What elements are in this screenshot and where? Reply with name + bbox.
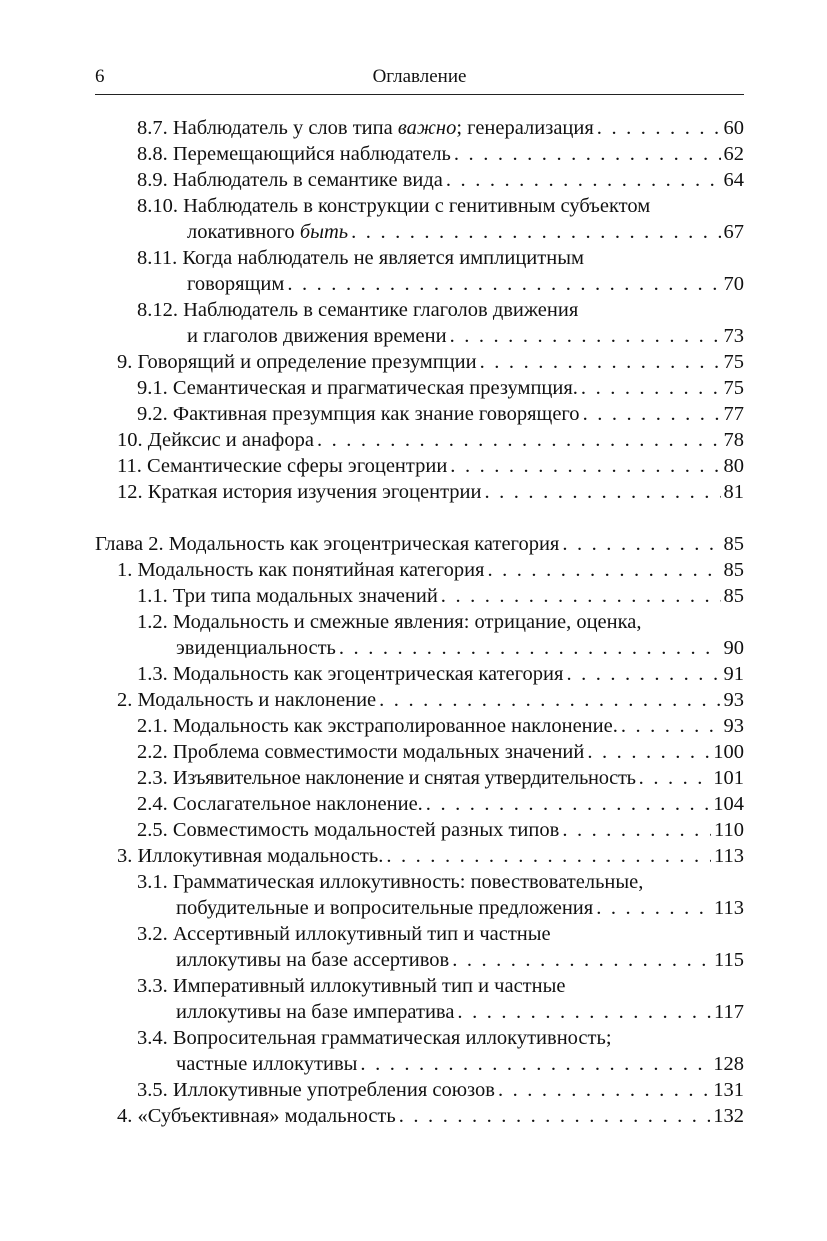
toc-entry-3-4-cont[interactable]: частные иллокутивы . . . 128 xyxy=(176,1051,744,1077)
leader-dots xyxy=(457,999,711,1025)
leader-dots xyxy=(587,739,710,765)
page-ref: 85 xyxy=(723,559,744,581)
leader-dots xyxy=(360,1051,710,1077)
page-ref: 132 xyxy=(713,1105,744,1127)
toc-entry-2-3[interactable]: 2.3. Изъявительное наклонение и снятая утвердительность . . . 101 xyxy=(137,765,744,791)
toc-entry-8-11[interactable]: 8.11. Когда наблюдатель не является имплицитным xyxy=(137,247,584,269)
toc-entry-3[interactable]: 3. Иллокутивная модальность. . . . 113 xyxy=(117,843,744,869)
page-ref: 73 xyxy=(723,325,744,347)
leader-dots xyxy=(487,557,720,583)
toc-entry-1[interactable]: 1. Модальность как понятийная категория . . . 85 xyxy=(117,557,744,583)
leader-dots xyxy=(597,115,721,141)
toc-entry-9-2[interactable]: 9.2. Фактивная презумпция как знание говорящего . . . 77 xyxy=(137,401,744,427)
toc-entry-8-12-cont[interactable]: и глаголов движения времени . . . 73 xyxy=(187,323,744,349)
toc-entry-4[interactable]: 4. «Субъективная» модальность . . . 132 xyxy=(117,1103,744,1129)
leader-dots xyxy=(621,713,721,739)
page-ref: 60 xyxy=(723,117,744,139)
toc-entry-1-2-cont[interactable]: эвиденциальность . . . 90 xyxy=(176,635,744,661)
leader-dots xyxy=(562,531,720,557)
page-ref: 100 xyxy=(713,741,744,763)
leader-dots xyxy=(484,479,720,505)
leader-dots xyxy=(317,427,721,453)
page-number: 6 xyxy=(95,66,105,87)
toc-entry-1-2[interactable]: 1.2. Модальность и смежные явления: отрицание, оценка, xyxy=(137,611,642,633)
leader-dots xyxy=(287,271,720,297)
leader-dots xyxy=(596,895,711,921)
toc-entry-3-1[interactable]: 3.1. Грамматическая иллокутивность: повествовательные, xyxy=(137,871,644,893)
page-ref: 128 xyxy=(713,1053,744,1075)
toc-entry-8-8[interactable]: 8.8. Перемещающийся наблюдатель . . . 62 xyxy=(137,141,744,167)
toc-entry-8-10[interactable]: 8.10. Наблюдатель в конструкции с генитивным субъектом xyxy=(137,195,651,217)
running-header xyxy=(95,66,744,95)
page-ref: 75 xyxy=(723,377,744,399)
leader-dots xyxy=(639,765,711,791)
toc-entry-2-4[interactable]: 2.4. Сослагательное наклонение. . . . 104 xyxy=(137,791,744,817)
toc-entry-3-5[interactable]: 3.5. Иллокутивные употребления союзов . . . 131 xyxy=(137,1077,744,1103)
page-ref: 93 xyxy=(723,689,744,711)
page-ref: 81 xyxy=(723,481,744,503)
page-ref: 80 xyxy=(723,455,744,477)
leader-dots xyxy=(562,817,711,843)
page-ref: 93 xyxy=(723,715,744,737)
page-ref: 67 xyxy=(723,221,744,243)
page-ref: 91 xyxy=(723,663,744,685)
leader-dots xyxy=(339,635,721,661)
toc-entry-2-1[interactable]: 2.1. Модальность как экстраполированное наклонение. . . . 93 xyxy=(137,713,744,739)
toc-entry-1-3[interactable]: 1.3. Модальность как эгоцентрическая категория . . . 91 xyxy=(137,661,744,687)
leader-dots xyxy=(426,791,710,817)
leader-dots xyxy=(480,349,721,375)
page-ref: 104 xyxy=(713,793,744,815)
toc-entry-8-9[interactable]: 8.9. Наблюдатель в семантике вида . . . 64 xyxy=(137,167,744,193)
toc-entry-2-2[interactable]: 2.2. Проблема совместимости модальных значений . . . 100 xyxy=(137,739,744,765)
page-ref: 115 xyxy=(714,949,744,971)
toc-entry-10[interactable]: 10. Дейксис и анафора . . . 78 xyxy=(117,427,744,453)
leader-dots xyxy=(566,661,720,687)
page-ref: 85 xyxy=(723,533,744,555)
toc-entry-8-11-cont[interactable]: говорящим . . . 70 xyxy=(187,271,744,297)
leader-dots xyxy=(379,687,720,713)
page-ref: 90 xyxy=(723,637,744,659)
leader-dots xyxy=(450,323,721,349)
toc-entry-3-3[interactable]: 3.3. Императивный иллокутивный тип и частные xyxy=(137,975,566,997)
leader-dots xyxy=(452,947,711,973)
page-ref: 131 xyxy=(713,1079,744,1101)
toc-chapter-2[interactable]: Глава 2. Модальность как эгоцентрическая категория . . . 85 xyxy=(95,531,744,557)
page-ref: 77 xyxy=(723,403,744,425)
leader-dots xyxy=(446,167,721,193)
page-ref: 70 xyxy=(723,273,744,295)
page-ref: 85 xyxy=(723,585,744,607)
leader-dots xyxy=(450,453,720,479)
toc-entry-9-1[interactable]: 9.1. Семантическая и прагматическая презумпция. . . . 75 xyxy=(137,375,744,401)
toc-entry-8-12[interactable]: 8.12. Наблюдатель в семантике глаголов движения xyxy=(137,299,579,321)
page-ref: 78 xyxy=(723,429,744,451)
toc-entry-2[interactable]: 2. Модальность и наклонение . . . 93 xyxy=(117,687,744,713)
page-ref: 75 xyxy=(723,351,744,373)
toc-entry-9[interactable]: 9. Говорящий и определение презумпции . . . 75 xyxy=(117,349,744,375)
page-ref: 117 xyxy=(714,1001,744,1023)
toc-entry-8-7[interactable]: 8.7. Наблюдатель у слов типа важно; генерализация . . . 60 xyxy=(137,115,744,141)
page-ref: 110 xyxy=(714,819,744,841)
page-ref: 113 xyxy=(714,845,744,867)
leader-dots xyxy=(454,141,721,167)
toc-entry-2-5[interactable]: 2.5. Совместимость модальностей разных типов . . . 110 xyxy=(137,817,744,843)
leader-dots xyxy=(441,583,721,609)
toc-entry-11[interactable]: 11. Семантические сферы эгоцентрии . . . 80 xyxy=(117,453,744,479)
leader-dots xyxy=(583,401,721,427)
toc-entry-3-4[interactable]: 3.4. Вопросительная грамматическая иллокутивность; xyxy=(137,1027,612,1049)
toc-entry-3-1-cont[interactable]: побудительные и вопросительные предложения . . . 113 xyxy=(176,895,744,921)
page-ref: 62 xyxy=(723,143,744,165)
leader-dots xyxy=(498,1077,710,1103)
leader-dots xyxy=(351,219,720,245)
page-ref: 113 xyxy=(714,897,744,919)
running-title: Оглавление xyxy=(372,66,467,87)
leader-dots xyxy=(386,843,711,869)
page-ref: 101 xyxy=(713,767,744,789)
toc-entry-3-2[interactable]: 3.2. Ассертивный иллокутивный тип и частные xyxy=(137,923,551,945)
toc-entry-3-3-cont[interactable]: иллокутивы на базе императива . . . 117 xyxy=(176,999,744,1025)
leader-dots xyxy=(581,375,721,401)
toc-entry-8-10-cont[interactable]: локативного быть . . . 67 xyxy=(187,219,744,245)
toc-entry-3-2-cont[interactable]: иллокутивы на базе ассертивов . . . 115 xyxy=(176,947,744,973)
toc-entry-1-1[interactable]: 1.1. Три типа модальных значений . . . 85 xyxy=(137,583,744,609)
leader-dots xyxy=(399,1103,711,1129)
page-ref: 64 xyxy=(723,169,744,191)
toc-entry-12[interactable]: 12. Краткая история изучения эгоцентрии . . . 81 xyxy=(117,479,744,505)
